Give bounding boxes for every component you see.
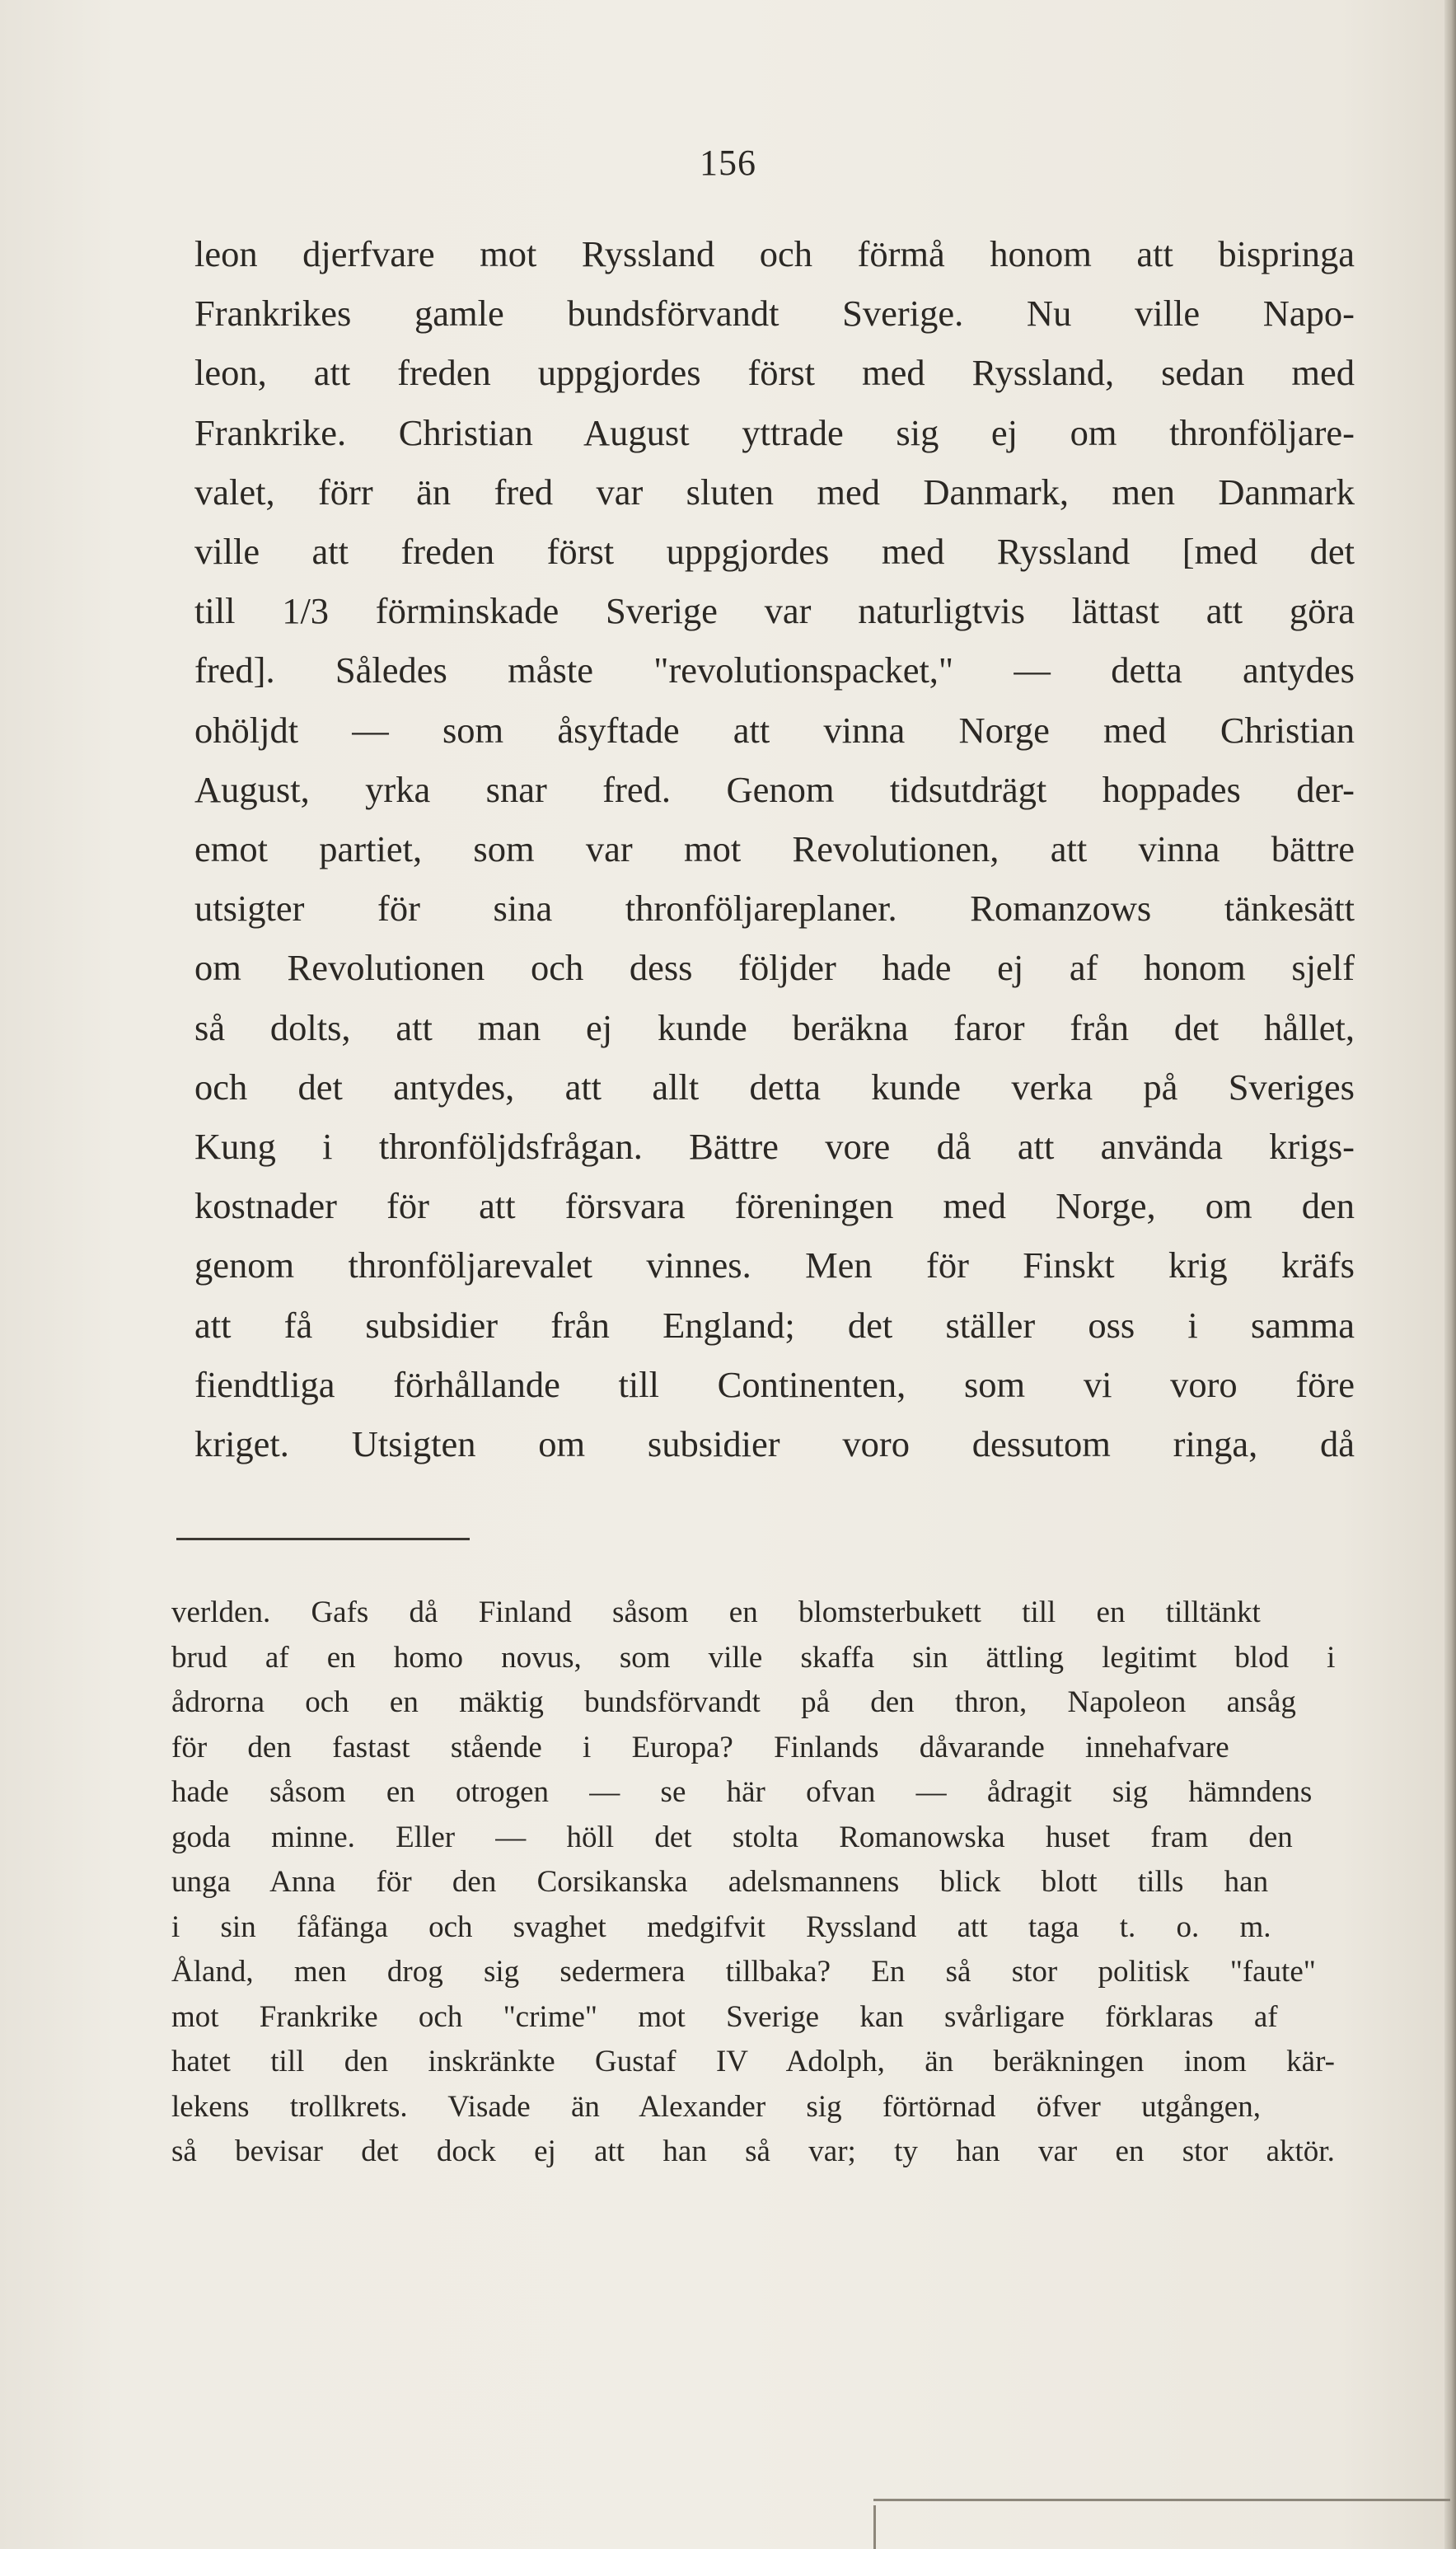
- footnote-text-line: unga Anna för den Corsikanska adelsmannens blick blott tills han: [171, 1865, 1269, 1899]
- footnote-text-line: goda minne. Eller — höll det stolta Romanowska huset fram den: [171, 1820, 1293, 1854]
- footnote-separator: [176, 1538, 470, 1540]
- body-text-line: leon djerfvare mot Ryssland och förmå honom att bispringa: [194, 233, 1355, 274]
- body-text-line: att få subsidier från England; det ställer oss i samma: [194, 1304, 1355, 1346]
- body-text-line: fred]. Således måste "revolutionspacket," — detta antydes: [194, 649, 1355, 691]
- footnote-text-line: verlden. Gafs då Finland såsom en blomsterbukett till en tilltänkt: [171, 1595, 1261, 1629]
- footnote-text-line: hatet till den inskränkte Gustaf IV Adolph, än beräkningen inom kär-: [171, 2045, 1335, 2078]
- footnote-text-line: i sin fåfänga och svaghet medgifvit Ryssland att taga t. o. m.: [171, 1909, 1271, 1944]
- scan-border-corner: [873, 2505, 876, 2549]
- body-text-line: om Revolutionen och dess följder hade ej af honom sjelf: [194, 947, 1355, 989]
- body-text-line: så dolts, att man ej kunde beräkna faror från det hållet,: [194, 1006, 1355, 1048]
- body-text-line: fiendtliga förhållande till Continenten, som vi voro före: [194, 1363, 1355, 1405]
- body-text-line: emot partiet, som var mot Revolutionen, att vinna bättre: [194, 828, 1355, 870]
- body-text-line: utsigter för sina thronföljareplaner. Romanzows tänkesätt: [194, 888, 1355, 930]
- footnote-text-line: lekens trollkrets. Visade än Alexander sig förtörnad öfver utgången,: [171, 2089, 1261, 2124]
- body-text-line: ohöljdt — som åsyftade att vinna Norge med Christian: [194, 709, 1355, 751]
- body-text-line: leon, att freden uppgjordes först med Ryssland, sedan med: [194, 352, 1355, 394]
- body-text-line: Kung i thronföljdsfrågan. Bättre vore då att använda krigs-: [194, 1126, 1355, 1168]
- footnote-text-line: för den fastast stående i Europa? Finlands dåvarande innehafvare: [171, 1730, 1229, 1764]
- footnote-text-line: ådrorna och en mäktig bundsförvandt på den thron, Napoleon ansåg: [171, 1685, 1296, 1719]
- footnote-block: [171, 1591, 1335, 2175]
- footnote-text-line: Åland, men drog sig sedermera tillbaka? En så stor politisk "faute": [171, 1955, 1316, 1989]
- page-number: 156: [700, 143, 756, 183]
- body-text-line: kriget. Utsigten om subsidier voro dessutom ringa, då: [194, 1423, 1355, 1465]
- page-edge: [1444, 0, 1456, 2549]
- body-text-line: Frankrike. Christian August yttrade sig ej om thronföljare-: [194, 411, 1355, 453]
- footnote-text-line: hade såsom en otrogen — se här ofvan — ådragit sig hämndens: [171, 1775, 1313, 1809]
- footnote-text-line: mot Frankrike och "crime" mot Sverige kan svårligare förklaras af: [171, 1999, 1278, 2034]
- body-text-line: Frankrikes gamle bundsförvandt Sverige. Nu ville Napo-: [194, 293, 1355, 335]
- body-text-line: genom thronföljarevalet vinnes. Men för Finskt krig kräfs: [194, 1244, 1355, 1286]
- body-text-line: valet, förr än fred var sluten med Danmark, men Danmark: [194, 471, 1355, 513]
- scan-border-line: [873, 2499, 1450, 2501]
- body-text-line: August, yrka snar fred. Genom tidsutdrägt hoppades der-: [194, 768, 1355, 810]
- body-text-line: och det antydes, att allt detta kunde verka på Sveriges: [194, 1066, 1355, 1108]
- footnote-text-line: brud af en homo novus, som ville skaffa sin ättling legitimt blod i: [171, 1640, 1336, 1675]
- body-text-line: till 1/3 förminskade Sverige var naturligtvis lättast att göra: [194, 590, 1355, 632]
- body-text-line: ville att freden först uppgjordes med Ryssland [med det: [194, 531, 1355, 573]
- footnote-text-line: så bevisar det dock ej att han så var; ty han var en stor aktör.: [171, 2134, 1335, 2168]
- body-text-line: kostnader för att försvara föreningen med Norge, om den: [194, 1185, 1355, 1227]
- main-text-block: [194, 224, 1355, 1474]
